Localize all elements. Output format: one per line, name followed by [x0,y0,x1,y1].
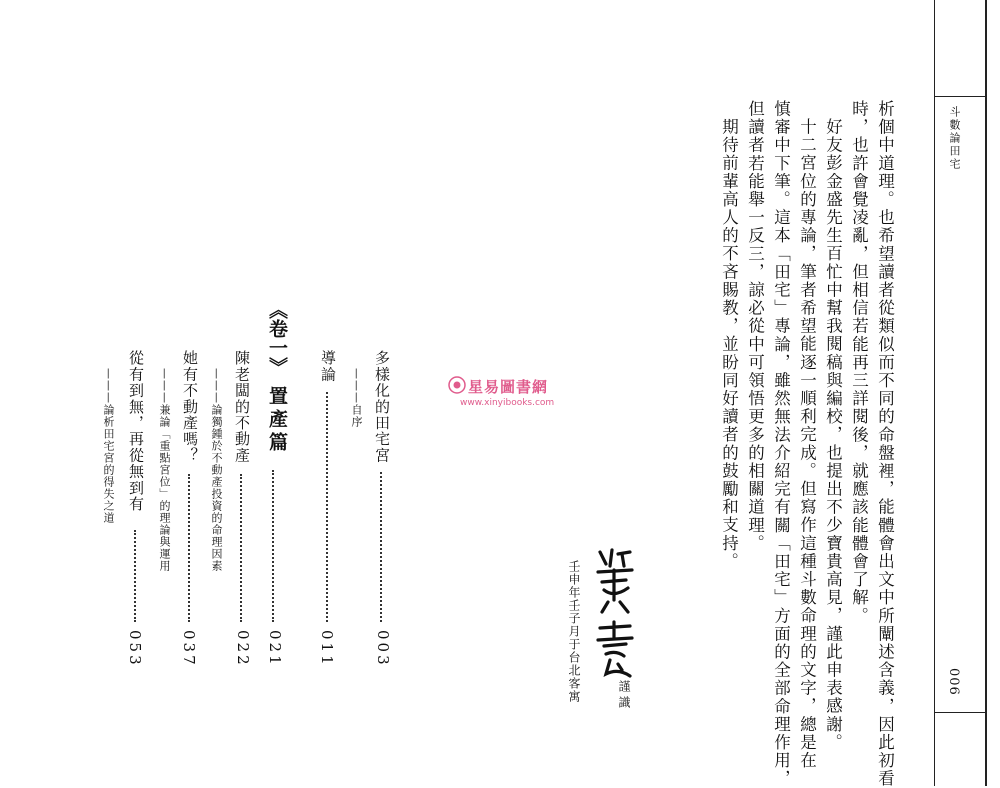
toc-leader-dots [272,470,277,622]
watermark [448,376,568,416]
toc-page-number: 011 [318,630,336,668]
watermark-url: www.xinyibooks.com [460,398,555,408]
watermark-logo-icon [448,376,466,394]
toc-dash: ——— [350,368,363,404]
toc-entry-subtitle: ———兼論「重點宮位」的理論與運用 [158,368,171,572]
toc-leader-dots [326,392,331,622]
page-number: 006 [946,668,961,696]
running-title: 斗數論田宅 [948,106,961,171]
header-rule-top [934,96,986,97]
preface-line: 十二宮位的專論，筆者希望能逐一順利完成。但寫作這種斗數命理的文字，總是在 [797,118,817,770]
toc-page-number: 003 [374,630,392,668]
toc-page-number: 037 [180,630,198,668]
preface-line: 慎審中下筆。這本「田宅」專論，雖然無法介紹完有關「田宅」方面的全部命理作用， [771,100,791,788]
toc-entry-subtitle: ———論獨鍾於不動產投資的命理因素 [210,368,223,572]
preface-line: 好友彭金盛先生百忙中幫我閱稿與編校，也提出不少寶貴高見，謹此申表感謝。 [823,118,843,752]
preface-line: 析個中道理。也希望讀者從類似而不同的命盤裡，能體會出文中所闡述含義，因此初看 [875,100,895,788]
watermark-name: 星易圖書網 [468,378,549,396]
toc-entry-title[interactable]: 從有到無，再從無到有 [127,350,145,512]
margin-rule-inner [934,0,935,786]
toc-leader-dots [134,530,139,622]
toc-page-number: 022 [234,630,252,668]
toc-page-number: 053 [126,630,144,668]
calligraphy-signature [592,542,638,692]
signature-dateline: 壬申年壬子月于台北客寓 [567,560,581,703]
toc-page-number: 021 [266,630,284,668]
toc-volume-label: 置產篇 [266,386,288,455]
toc-entry-title[interactable]: 她有不動產嗎？ [181,350,199,464]
toc-dash: ——— [158,368,171,404]
margin-rule-outer [985,0,987,786]
header-rule-bottom [934,712,986,713]
toc-leader-dots [240,474,245,622]
toc-entry-subtitle: ———自序 [350,368,363,428]
toc-volume-title[interactable]: 《卷一》 [266,300,288,376]
preface-line: 時，也許會覺凌亂，但相信若能再三詳閱後，就應該能體會了解。 [849,100,869,625]
toc-entry-title[interactable]: 導論 [319,350,337,383]
toc-entry-title[interactable]: 多樣化的田宅宮 [373,350,391,464]
preface-line: 但讀者若能舉一反三，諒必從中可領悟更多的相關道理。 [745,100,765,553]
toc-leader-dots [380,472,385,622]
toc-dash: ——— [102,368,115,404]
toc-dash: ——— [210,368,223,404]
signature-suffix: 謹識 [617,680,631,712]
preface-line: 期待前輩高人的不吝賜教，並盼同好讀者的鼓勵和支持。 [719,118,739,571]
toc-leader-dots [188,474,193,622]
toc-entry-subtitle: ———論析田宅宮的得失之道 [102,368,115,524]
toc-entry-title[interactable]: 陳老闆的不動產 [233,350,251,464]
